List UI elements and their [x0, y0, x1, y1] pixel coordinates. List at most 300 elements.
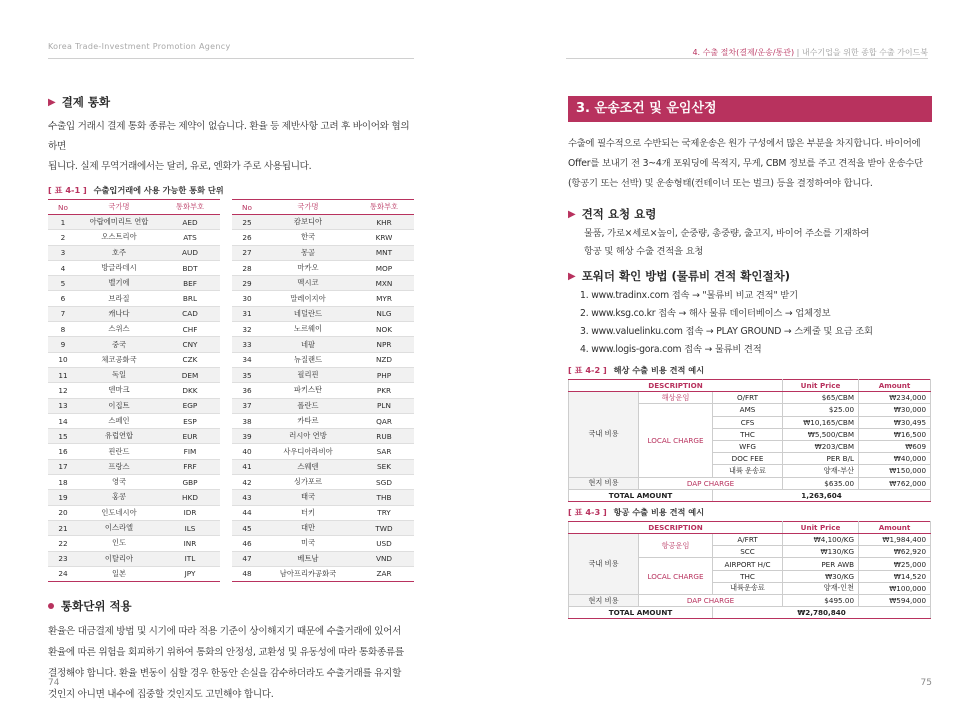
- currency-country: 터키: [262, 505, 354, 520]
- currency-no: 26: [232, 230, 262, 245]
- amount: ₩14,520: [859, 570, 931, 582]
- currency-code: NOK: [354, 322, 414, 337]
- amount: ₩30,495: [859, 416, 931, 428]
- forwarder-step[interactable]: 4. www.logis-gora.com 접속 → 물류비 견적: [580, 344, 762, 355]
- currency-row: [232, 459, 414, 474]
- currency-code: EGP: [160, 398, 220, 413]
- currency-table-left: [48, 199, 220, 582]
- currency-no: 7: [48, 306, 78, 321]
- local-charge-label: LOCAL CHARGE: [639, 404, 713, 477]
- currency-no: 29: [232, 276, 262, 291]
- local-cost-cell: 현지 비용: [569, 477, 639, 489]
- currency-country: 아랍에미리트 연합: [78, 215, 160, 230]
- forwarder-step[interactable]: 2. www.ksg.co.kr 접속 → 해사 물류 데이터베이스 → 업체정보: [580, 308, 831, 319]
- currency-no: 42: [232, 475, 262, 490]
- currency-row: [232, 322, 414, 337]
- col-header-code: 통화부호: [160, 200, 220, 215]
- cost-item: AMS: [713, 404, 783, 416]
- unit-price: ₩5,500/CBM: [783, 428, 859, 440]
- currency-country: 베트남: [262, 551, 354, 566]
- currency-country: 스페인: [78, 413, 160, 428]
- unit-price: $635.00: [783, 477, 859, 489]
- domestic-cost-cell: 국내 비용: [569, 534, 639, 595]
- currency-code: MOP: [354, 260, 414, 275]
- currency-no: 21: [48, 520, 78, 535]
- amount: ₩1,984,400: [859, 534, 931, 546]
- triangle-bullet-icon: ▶: [568, 270, 576, 282]
- amount: ₩150,000: [859, 465, 931, 477]
- amount: ₩100,000: [859, 582, 931, 594]
- dap-charge-label: DAP CHARGE: [639, 477, 783, 489]
- currency-country: 태국: [262, 490, 354, 505]
- currency-no: 12: [48, 383, 78, 398]
- currency-row: [232, 444, 414, 459]
- currency-row: [232, 291, 414, 306]
- cost-item: AIRPORT H/C: [713, 558, 783, 570]
- currency-table-right: [232, 199, 414, 582]
- currency-no: 40: [232, 444, 262, 459]
- currency-country: 캐나다: [78, 306, 160, 321]
- currency-row: [232, 215, 414, 230]
- currency-code: CNY: [160, 337, 220, 352]
- amount: ₩30,000: [859, 404, 931, 416]
- currency-country: 덴마크: [78, 383, 160, 398]
- currency-country: 한국: [262, 230, 354, 245]
- forwarder-heading: [568, 268, 932, 284]
- currency-no: 46: [232, 536, 262, 551]
- paragraph-line: Offer를 보내기 전 3~4개 포워딩에 목적지, 무게, CBM 정보를 주고 견적을 받아 운송수단: [568, 158, 923, 169]
- currency-row: [48, 260, 220, 275]
- currency-country: 호주: [78, 245, 160, 260]
- currency-country: 대만: [262, 520, 354, 535]
- currency-no: 4: [48, 260, 78, 275]
- currency-country: 몽골: [262, 245, 354, 260]
- currency-country: 유럽연합: [78, 429, 160, 444]
- currency-code: MXN: [354, 276, 414, 291]
- currency-country: 마카오: [262, 260, 354, 275]
- unit-price: 양재-부산: [783, 465, 859, 477]
- currency-no: 17: [48, 459, 78, 474]
- currency-no: 28: [232, 260, 262, 275]
- cost-item: WFG: [713, 440, 783, 452]
- currency-country: 핀란드: [78, 444, 160, 459]
- currency-code: KHR: [354, 215, 414, 230]
- currency-code: ATS: [160, 230, 220, 245]
- currency-no: 39: [232, 429, 262, 444]
- forwarder-step[interactable]: 3. www.valuelinku.com 접속 → PLAY GROUND → 스케줄 및 요금 조회: [580, 326, 873, 337]
- currency-row: [232, 429, 414, 444]
- currency-code: SGD: [354, 475, 414, 490]
- currency-code: ZAR: [354, 566, 414, 581]
- forwarder-step[interactable]: 1. www.tradinx.com 접속 → "물류비 비교 견적" 받기: [580, 290, 798, 301]
- triangle-bullet-icon: ▶: [48, 96, 56, 108]
- currency-no: 34: [232, 352, 262, 367]
- page-number-left: 74: [48, 678, 60, 688]
- quote-heading: [568, 206, 932, 222]
- currency-no: 25: [232, 215, 262, 230]
- currency-row: [232, 337, 414, 352]
- unit-price: ₩10,165/CBM: [783, 416, 859, 428]
- currency-no: 15: [48, 429, 78, 444]
- currency-code: AED: [160, 215, 220, 230]
- paragraph-line: 수출입 거래시 결제 통화 종류는 제약이 없습니다. 환율 등 제반사항 고려 후 바이어와 협의하면: [48, 121, 410, 152]
- currency-row: [232, 383, 414, 398]
- currency-no: 18: [48, 475, 78, 490]
- currency-country: 사우디아라비아: [262, 444, 354, 459]
- col-header-amount: Amount: [859, 380, 931, 392]
- paragraph-line: 결정해야 합니다. 환율 변동이 심할 경우 한동안 손실을 감수하더라도 수출거래를 유지할: [48, 668, 402, 680]
- paragraph-line: 수출에 필수적으로 수반되는 국제운송은 원가 구성에서 많은 부분을 차지합니다. 바이어에: [568, 138, 921, 149]
- table-label: [ 표 4-3 ]: [568, 506, 607, 517]
- currency-country: 이집트: [78, 398, 160, 413]
- currency-country: 말레이지아: [262, 291, 354, 306]
- chapter-title: 4. 수출 절차(결제/운송/통관): [692, 48, 795, 57]
- currency-country: 이스라엘: [78, 520, 160, 535]
- currency-row: [232, 306, 414, 321]
- currency-country: 일본: [78, 566, 160, 581]
- book-title: 내수기업을 위한 종합 수출 가이드북: [801, 48, 928, 57]
- currency-no: 2: [48, 230, 78, 245]
- currency-no: 1: [48, 215, 78, 230]
- table-caption: [568, 507, 932, 518]
- currency-no: 16: [48, 444, 78, 459]
- currency-no: 47: [232, 551, 262, 566]
- currency-row: [48, 245, 220, 260]
- currency-row: [232, 245, 414, 260]
- currency-code: CZK: [160, 352, 220, 367]
- currency-code: FIM: [160, 444, 220, 459]
- currency-country: 네팔: [262, 337, 354, 352]
- currency-code: RUB: [354, 429, 414, 444]
- table-caption-text: 항공 수출 비용 견적 예시: [613, 506, 705, 517]
- currency-row: [48, 429, 220, 444]
- currency-no: 11: [48, 367, 78, 382]
- unit-price: PER B/L: [783, 453, 859, 465]
- currency-code: THB: [354, 490, 414, 505]
- currency-no: 8: [48, 322, 78, 337]
- table-label: [ 표 4-1 ]: [48, 185, 87, 195]
- currency-country: 멕시코: [262, 276, 354, 291]
- paragraph-line: 항공 및 해상 수출 견적을 요청: [584, 246, 704, 257]
- amount: ₩25,000: [859, 558, 931, 570]
- section-heading-unit: [48, 598, 416, 614]
- currency-row: [232, 505, 414, 520]
- currency-country: 카타르: [262, 413, 354, 428]
- currency-code: SEK: [354, 459, 414, 474]
- currency-no: 24: [48, 566, 78, 581]
- currency-country: 체코공화국: [78, 352, 160, 367]
- currency-code: USD: [354, 536, 414, 551]
- currency-no: 27: [232, 245, 262, 260]
- paragraph-line: 됩니다. 실제 무역거래에서는 달러, 유로, 엔화가 주로 사용됩니다.: [48, 161, 312, 172]
- agency-header: Korea Trade-Investment Promotion Agency: [48, 42, 231, 51]
- cost-item: THC: [713, 428, 783, 440]
- currency-row: [48, 367, 220, 382]
- currency-code: ITL: [160, 551, 220, 566]
- col-header-no: No: [232, 200, 262, 215]
- table-caption: [568, 365, 932, 376]
- total-amount: ₩2,780,840: [713, 607, 931, 619]
- section-title: 통화단위 적용: [61, 599, 132, 614]
- total-label: TOTAL AMOUNT: [569, 607, 713, 619]
- currency-no: 32: [232, 322, 262, 337]
- currency-row: [48, 291, 220, 306]
- currency-row: [232, 551, 414, 566]
- cost-item: SCC: [713, 546, 783, 558]
- cost-item: THC: [713, 570, 783, 582]
- paragraph-line: 것인지 아니면 내수에 집중할 것인지도 고민해야 합니다.: [48, 689, 274, 701]
- unit-price: ₩4,100/KG: [783, 534, 859, 546]
- currency-code: FRF: [160, 459, 220, 474]
- currency-country: 인도네시아: [78, 505, 160, 520]
- currency-no: 37: [232, 398, 262, 413]
- currency-no: 36: [232, 383, 262, 398]
- currency-no: 31: [232, 306, 262, 321]
- currency-country: 오스트리아: [78, 230, 160, 245]
- currency-code: HKD: [160, 490, 220, 505]
- currency-row: [48, 215, 220, 230]
- currency-code: QAR: [354, 413, 414, 428]
- paragraph-line: 환율은 대금결제 방법 및 시기에 따라 적용 기준이 상이해지기 때문에 수출거래에 있어서: [48, 626, 402, 638]
- cost-item: A/FRT: [713, 534, 783, 546]
- amount: ₩762,000: [859, 477, 931, 489]
- currency-no: 45: [232, 520, 262, 535]
- currency-tables: [48, 199, 416, 582]
- currency-row: [48, 520, 220, 535]
- currency-no: 6: [48, 291, 78, 306]
- currency-code: PHP: [354, 367, 414, 382]
- currency-country: 러시아 연방: [262, 429, 354, 444]
- cost-item: 내륙운송료: [713, 582, 783, 594]
- currency-country: 폴란드: [262, 398, 354, 413]
- paragraph-line: (항공기 또는 선박) 및 운송형태(컨테이너 또는 벌크) 등을 결정하여야 합니다.: [568, 178, 873, 189]
- local-cost-cell: 현지 비용: [569, 595, 639, 607]
- currency-code: CHF: [160, 322, 220, 337]
- currency-country: 남아프리카공화국: [262, 566, 354, 581]
- section-heading-currency: [48, 94, 416, 110]
- currency-country: 미국: [262, 536, 354, 551]
- currency-row: [48, 352, 220, 367]
- currency-code: NPR: [354, 337, 414, 352]
- currency-row: [48, 322, 220, 337]
- currency-country: 독일: [78, 367, 160, 382]
- triangle-bullet-icon: ▶: [568, 208, 576, 220]
- currency-code: KRW: [354, 230, 414, 245]
- col-header-unit-price: Unit Price: [783, 380, 859, 392]
- unit-price: 양재-인천: [783, 582, 859, 594]
- currency-country: 브라질: [78, 291, 160, 306]
- currency-code: ESP: [160, 413, 220, 428]
- total-amount: 1,263,604: [713, 489, 931, 501]
- currency-country: 인도: [78, 536, 160, 551]
- currency-row: [232, 490, 414, 505]
- currency-row: [48, 306, 220, 321]
- unit-price: PER AWB: [783, 558, 859, 570]
- forwarder-steps: [568, 287, 932, 359]
- currency-code: CAD: [160, 306, 220, 321]
- amount: ₩594,000: [859, 595, 931, 607]
- header-rule-left: [48, 58, 414, 59]
- col-header-description: DESCRIPTION: [569, 521, 783, 533]
- header-rule-right: [566, 58, 928, 59]
- currency-code: MNT: [354, 245, 414, 260]
- currency-row: [232, 367, 414, 382]
- currency-code: IDR: [160, 505, 220, 520]
- col-header-description: DESCRIPTION: [569, 380, 783, 392]
- currency-code: BEF: [160, 276, 220, 291]
- right-page: [568, 96, 932, 619]
- currency-code: DKK: [160, 383, 220, 398]
- currency-no: 33: [232, 337, 262, 352]
- currency-row: [48, 475, 220, 490]
- unit-price: ₩203/CBM: [783, 440, 859, 452]
- currency-code: SAR: [354, 444, 414, 459]
- col-header-code: 통화부호: [354, 200, 414, 215]
- currency-row: [48, 398, 220, 413]
- currency-row: [48, 566, 220, 581]
- currency-no: 43: [232, 490, 262, 505]
- currency-no: 48: [232, 566, 262, 581]
- currency-row: [232, 413, 414, 428]
- currency-no: 44: [232, 505, 262, 520]
- currency-code: PLN: [354, 398, 414, 413]
- table-caption-text: 해상 수출 비용 견적 예시: [613, 365, 705, 375]
- col-header-no: No: [48, 200, 78, 215]
- currency-row: [232, 230, 414, 245]
- currency-row: [48, 490, 220, 505]
- currency-row: [48, 505, 220, 520]
- quote-lines: [568, 225, 932, 261]
- currency-no: 22: [48, 536, 78, 551]
- currency-no: 9: [48, 337, 78, 352]
- cost-item: O/FRT: [713, 392, 783, 404]
- currency-row: [48, 383, 220, 398]
- currency-no: 23: [48, 551, 78, 566]
- section-title: 결제 통화: [61, 95, 111, 109]
- currency-country: 네덜란드: [262, 306, 354, 321]
- currency-code: NZD: [354, 352, 414, 367]
- amount: ₩62,920: [859, 546, 931, 558]
- currency-row: [48, 536, 220, 551]
- currency-row: [48, 413, 220, 428]
- table-label: [ 표 4-2 ]: [568, 365, 607, 375]
- currency-code: BDT: [160, 260, 220, 275]
- cost-item: CFS: [713, 416, 783, 428]
- currency-code: VND: [354, 551, 414, 566]
- currency-code: NLG: [354, 306, 414, 321]
- currency-no: 20: [48, 505, 78, 520]
- paragraph-line: 환율에 따른 위험을 회피하기 위하여 통화의 안정성, 교환성 및 유동성에 따라 통화종류를: [48, 647, 404, 659]
- amount: ₩40,000: [859, 453, 931, 465]
- currency-code: DEM: [160, 367, 220, 382]
- currency-code: JPY: [160, 566, 220, 581]
- currency-row: [48, 551, 220, 566]
- currency-no: 41: [232, 459, 262, 474]
- section-title: 견적 요청 요령: [581, 207, 657, 221]
- amount: ₩609: [859, 440, 931, 452]
- col-header-country: 국가명: [78, 200, 160, 215]
- currency-code: GBP: [160, 475, 220, 490]
- currency-row: [48, 276, 220, 291]
- air-cost-table: [568, 521, 931, 620]
- header-separator: |: [796, 48, 800, 57]
- currency-no: 19: [48, 490, 78, 505]
- currency-row: [232, 475, 414, 490]
- chapter-header: [692, 47, 928, 58]
- currency-country: 중국: [78, 337, 160, 352]
- amount: ₩234,000: [859, 392, 931, 404]
- currency-row: [232, 260, 414, 275]
- currency-no: 5: [48, 276, 78, 291]
- currency-country: 파키스탄: [262, 383, 354, 398]
- domestic-cost-cell: 국내 비용: [569, 392, 639, 477]
- page-number-right: 75: [920, 678, 932, 688]
- currency-row: [232, 536, 414, 551]
- currency-no: 35: [232, 367, 262, 382]
- total-label: TOTAL AMOUNT: [569, 489, 713, 501]
- unit-price: $495.00: [783, 595, 859, 607]
- sea-cost-table: [568, 379, 931, 502]
- cost-item: 내륙 운송료: [713, 465, 783, 477]
- currency-no: 3: [48, 245, 78, 260]
- currency-code: INR: [160, 536, 220, 551]
- amount: ₩16,500: [859, 428, 931, 440]
- freight-label: 해상운임: [639, 392, 713, 404]
- currency-row: [48, 459, 220, 474]
- currency-country: 영국: [78, 475, 160, 490]
- section-banner: 3. 운송조건 및 운임산정: [568, 96, 932, 122]
- currency-no: 38: [232, 413, 262, 428]
- freight-label: 항공운임: [639, 534, 713, 558]
- currency-row: [232, 352, 414, 367]
- currency-row: [232, 398, 414, 413]
- unit-price: ₩130/KG: [783, 546, 859, 558]
- paragraph-line: 물품, 가로×세로×높이, 순중량, 총중량, 출고지, 바이어 주소를 기재하여: [584, 228, 870, 239]
- currency-code: BRL: [160, 291, 220, 306]
- currency-country: 프랑스: [78, 459, 160, 474]
- currency-code: PKR: [354, 383, 414, 398]
- left-page: [48, 94, 416, 705]
- currency-row: [232, 276, 414, 291]
- currency-row: [232, 566, 414, 581]
- currency-row: [48, 444, 220, 459]
- local-charge-label: LOCAL CHARGE: [639, 558, 713, 595]
- table-caption: [48, 185, 416, 196]
- currency-code: ILS: [160, 520, 220, 535]
- currency-code: TWD: [354, 520, 414, 535]
- unit-price: $25.00: [783, 404, 859, 416]
- currency-country: 홍콩: [78, 490, 160, 505]
- unit-price: ₩30/KG: [783, 570, 859, 582]
- currency-code: TRY: [354, 505, 414, 520]
- section-title: 포워더 확인 방법 (물류비 견적 확인절차): [581, 269, 790, 283]
- currency-country: 스위스: [78, 322, 160, 337]
- currency-country: 캄보디아: [262, 215, 354, 230]
- currency-row: [48, 230, 220, 245]
- currency-no: 10: [48, 352, 78, 367]
- currency-code: MYR: [354, 291, 414, 306]
- table-caption-text: 수출입거래에 사용 가능한 통화 단위: [93, 185, 224, 195]
- currency-code: EUR: [160, 429, 220, 444]
- col-header-country: 국가명: [262, 200, 354, 215]
- currency-country: 이탈리아: [78, 551, 160, 566]
- currency-row: [48, 337, 220, 352]
- currency-row: [232, 520, 414, 535]
- currency-country: 필리핀: [262, 367, 354, 382]
- dap-charge-label: DAP CHARGE: [639, 595, 783, 607]
- transport-intro: [568, 134, 932, 194]
- currency-country: 노르웨이: [262, 322, 354, 337]
